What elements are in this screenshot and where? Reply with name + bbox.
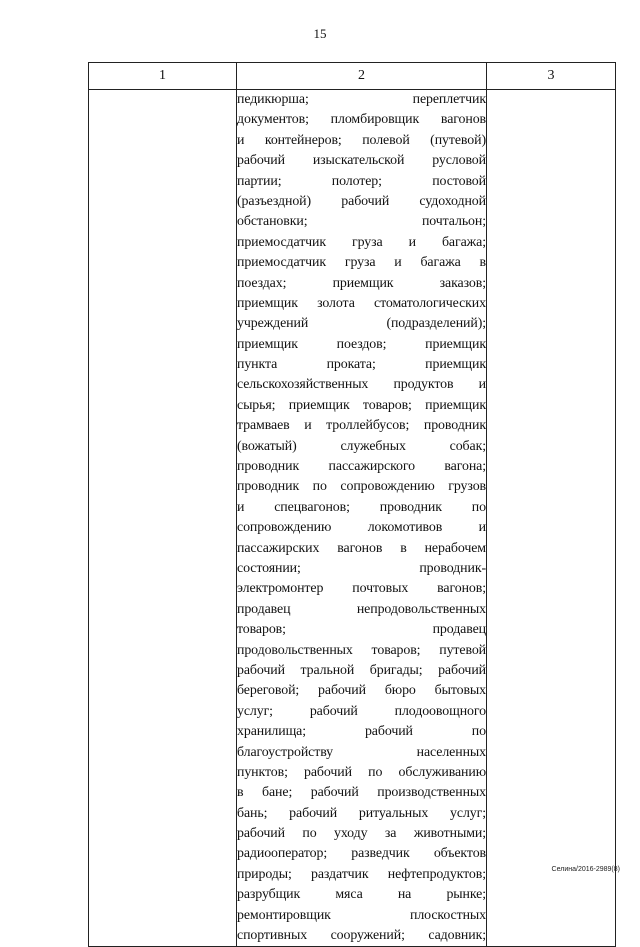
text-line: партии; полотер; постовой: [237, 173, 486, 189]
text-line: рабочий тральной бригады; рабочий: [237, 662, 486, 678]
text-line: сырья; приемщик товаров; приемщик: [237, 397, 486, 413]
text-line: проводник пассажирского вагона;: [237, 459, 486, 475]
column-1-cell: [89, 90, 237, 947]
text-line: проводник по сопровождению грузов: [237, 479, 486, 495]
text-line: трамваев и троллейбусов; проводник: [237, 418, 486, 434]
column-3-cell: [487, 90, 616, 947]
text-line: состоянии; проводник-: [237, 560, 486, 576]
text-line: продавец непродовольственных: [237, 601, 486, 617]
table-header-row: [89, 63, 616, 90]
occupation-list-text: [237, 90, 486, 946]
text-line: сельскохозяйственных продуктов и: [237, 377, 486, 393]
text-line: (разъездной) рабочий судоходной: [237, 193, 486, 209]
text-line: услуг; рабочий плодоовощного: [237, 703, 486, 719]
text-line: пунктов; рабочий по обслуживанию: [237, 764, 486, 780]
text-line: педикюрша; переплетчик: [237, 92, 486, 107]
text-line: учреждений (подразделений);: [237, 316, 486, 332]
text-line: приемщик золота стоматологических: [237, 295, 486, 311]
column-header-2: 2: [237, 63, 487, 90]
text-line: приемщик поездов; приемщик: [237, 336, 486, 352]
text-line: продовольственных товаров; путевой: [237, 642, 486, 658]
text-line: приемосдатчик груза и багажа в: [237, 255, 486, 271]
text-line: и контейнеров; полевой (путевой): [237, 132, 486, 148]
text-line: обстановки; почтальон;: [237, 214, 486, 230]
text-line: хранилища; рабочий по: [237, 724, 486, 740]
text-line: пассажирских вагонов в нерабочем: [237, 540, 486, 556]
text-line: (вожатый) служебных собак;: [237, 438, 486, 454]
text-line: ремонтировщик плоскостных: [237, 907, 486, 923]
text-line: электромонтер почтовых вагонов;: [237, 581, 486, 597]
text-line: рабочий по уходу за животными;: [237, 826, 486, 842]
text-line: в бане; рабочий производственных: [237, 785, 486, 801]
text-line: спортивных сооружений; садовник;: [237, 928, 486, 944]
page-number: 15: [313, 26, 327, 41]
document-table: [88, 62, 616, 947]
text-line: радиооператор; разведчик объектов: [237, 846, 486, 862]
document-id: Селина/2016-2989(8): [551, 866, 620, 873]
text-line: разрубщик мяса на рынке;: [237, 887, 486, 903]
text-line: сопровождению локомотивов и: [237, 520, 486, 536]
text-line: поездах; приемщик заказов;: [237, 275, 486, 291]
text-line: рабочий изыскательской русловой: [237, 153, 486, 169]
column-header-3: 3: [487, 63, 616, 90]
text-line: приемосдатчик груза и багажа;: [237, 234, 486, 250]
text-line: береговой; рабочий бюро бытовых: [237, 683, 486, 699]
text-line: товаров; продавец: [237, 622, 486, 638]
column-header-1: 1: [89, 63, 237, 90]
text-line: пункта проката; приемщик: [237, 357, 486, 373]
text-line: бань; рабочий ритуальных услуг;: [237, 805, 486, 821]
text-line: благоустройству населенных: [237, 744, 486, 760]
table-body-row: [89, 90, 616, 947]
text-line: природы; раздатчик нефтепродуктов;: [237, 866, 486, 882]
column-2-cell: [237, 90, 487, 947]
text-line: и спецвагонов; проводник по: [237, 499, 486, 515]
text-line: документов; пломбировщик вагонов: [237, 112, 486, 128]
